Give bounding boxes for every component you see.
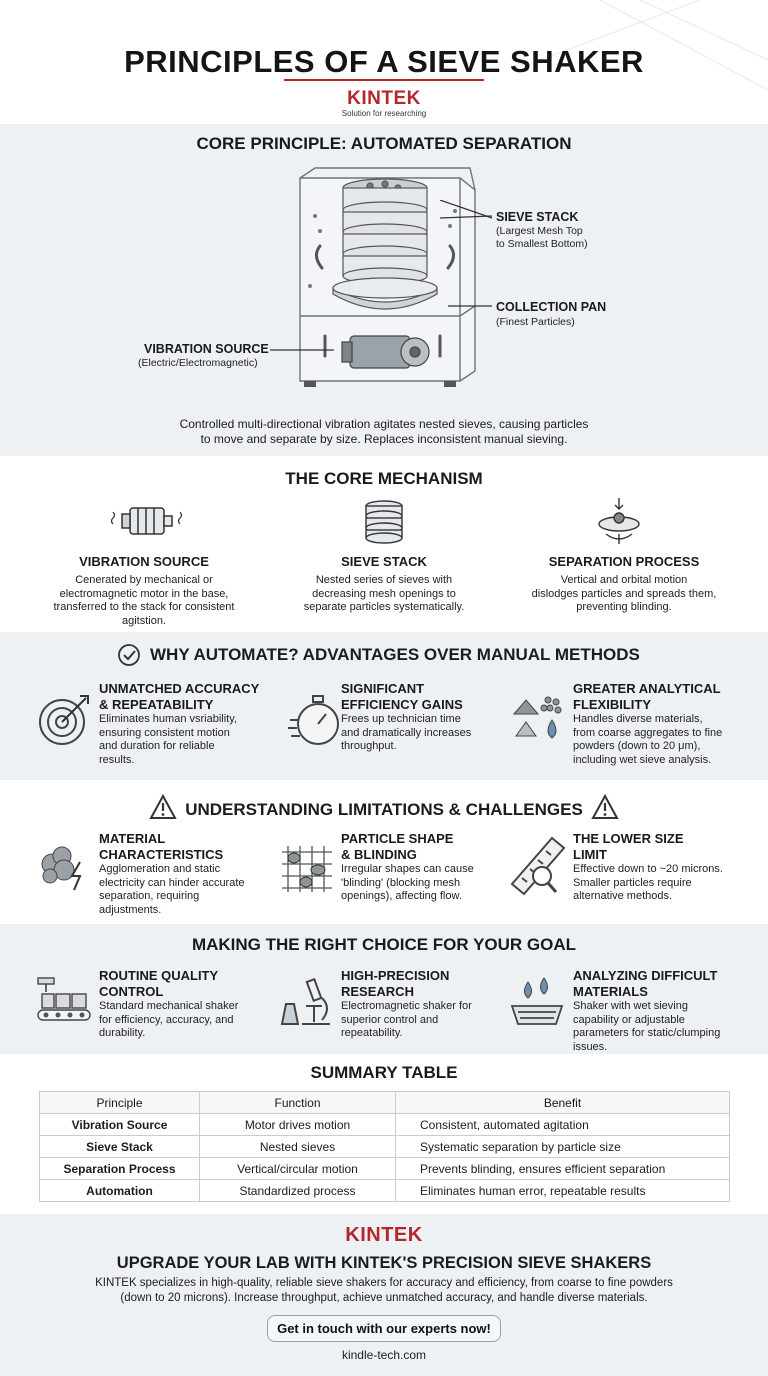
summary-title: SUMMARY TABLE [310,1063,458,1082]
choice-item-text: superior control and [341,1013,439,1026]
choice-item-title: MATERIALS [573,984,648,999]
table-cell: Standardized process [200,1180,396,1202]
choice-item-text: repeatability. [341,1027,403,1039]
choice-item-title: CONTROL [99,984,164,999]
advantages-item-text: results. [99,753,135,766]
limitations-item-text: Smaller particles require [573,876,692,889]
stopwatch-icon [288,690,346,750]
choice-item [573,968,753,1054]
warning-icon [149,794,177,820]
limitations-title: UNDERSTANDING LIMITATIONS & CHALLENGES [185,800,583,819]
table-cell: Sieve Stack [40,1136,200,1158]
advantages-item-title: EFFICIENCY GAINS [341,697,463,712]
advantages-item-text: including wet sieve analysis. [573,753,712,766]
advantages-item-text: Handles diverse materials, [573,713,703,725]
choice-item-text: capability or adjustable [573,1013,685,1026]
limitations-title-row [0,794,768,820]
limitations-item-text: Irregular shapes can cause [341,863,474,875]
table-header: Principle [40,1092,200,1114]
sieve-stack-sublabel-1: (Largest Mesh Top [496,225,583,237]
table-cell: Vibration Source [40,1114,200,1136]
collection-pan-sublabel: (Finest Particles) [496,316,575,328]
table-header: Function [200,1092,396,1114]
limitations-item-title: MATERIAL [99,831,166,846]
limitations-item-text: Effective down to ~20 microns. [573,863,723,875]
callout-lines [270,200,500,370]
limitations-item-title: LIMIT [573,847,607,862]
advantages-item-title: FLEXIBILITY [573,697,651,712]
table-row [40,1158,730,1180]
contact-experts-button[interactable]: Get in touch with our experts now! [267,1315,501,1342]
sieve-stack-sublabel-2: to Smallest Bottom) [496,238,588,250]
table-cell: Systematic separation by particle size [396,1136,730,1158]
table-row [40,1136,730,1158]
table-cell: Prevents blinding, ensures efficient separation [396,1158,730,1180]
core-principle-title: CORE PRINCIPLE: AUTOMATED SEPARATION [196,134,572,153]
limitations-item-text: adjustments. [99,903,162,916]
vibration-source-sublabel: (Electric/Electromagnetic) [138,357,258,369]
mechanism-item-title: VIBRATION SOURCE [79,554,209,569]
choice-item-text: for efficiency, accuracy, and [99,1013,234,1026]
table-row [40,1180,730,1202]
microscope-icon [278,976,334,1032]
choice-item-title: ROUTINE QUALITY [99,968,219,983]
mechanism-item-text: preventing blinding. [576,601,672,613]
cta-body-line2: (down to 20 microns). Increase throughput, achieve unmatched accuracy, and handle diverse materials. [120,1292,648,1304]
page-title: PRINCIPLES OF A SIEVE SHAKER [124,44,644,79]
limitations-item-text: alternative methods. [573,890,673,902]
mechanism-item-text: Cenerated by mechanical or [75,574,213,586]
warning-icon [591,794,619,820]
mechanism-item [38,554,250,628]
advantages-item-title: UNMATCHED ACCURACY [99,681,260,696]
mechanism-item-text: agitstion. [121,614,167,627]
limitations-item-text: separation, requiring [99,890,200,902]
limitations-item-title: & BLINDING [341,847,417,862]
table-cell: Motor drives motion [200,1114,396,1136]
core-caption-line1: Controlled multi-directional vibration agitates nested sieves, causing particles [179,417,589,431]
advantages-item-text: ensuring consistent motion [99,726,230,739]
sieve-stack-icon [362,498,406,546]
mechanism-item-title: SIEVE STACK [341,554,427,569]
cta-headline: UPGRADE YOUR LAB WITH KINTEK'S PRECISION SIEVE SHAKERS [116,1254,652,1272]
advantages-item-text: throughput. [341,740,397,752]
sieve-stack-label: SIEVE STACK [496,210,579,224]
brand-logo: KINTEK [347,88,421,109]
table-cell: Separation Process [40,1158,200,1180]
limitations-item-title: PARTICLE SHAPE [341,831,454,846]
blinding-mesh-icon [278,842,336,896]
choice-item-text: Electromagnetic shaker for [341,1000,472,1012]
choice-title: MAKING THE RIGHT CHOICE FOR YOUR GOAL [191,935,577,954]
advantages-title: WHY AUTOMATE? ADVANTAGES OVER MANUAL METHODS [150,645,640,664]
mechanism-item-text: Nested series of sieves with [315,574,453,586]
limitations-item [573,831,753,904]
choice-item-text: Standard mechanical shaker [99,1000,239,1012]
advantages-item-text: powders (down to 20 μm), [573,740,701,752]
table-cell: Consistent, automated agitation [396,1114,730,1136]
static-clump-icon [36,842,94,894]
choice-item [341,968,521,1041]
advantages-item-title: SIGNIFICANT [341,681,425,696]
cta-brand-logo: KINTEK [345,1224,423,1246]
advantages-item-text: Eliminates human vsriability, [99,713,237,725]
limitations-item-text: openings), affecting flow. [341,890,462,902]
cta-button-row [0,1315,768,1342]
core-caption-line2: to move and separate by size. Replaces inconsistent manual sieving. [200,432,568,446]
choice-item [99,968,279,1041]
choice-item-title: ANALYZING DIFFICULT [573,968,718,983]
separation-icon [594,496,644,548]
conveyor-icon [36,976,92,1030]
table-cell: Eliminates human error, repeatable results [396,1180,730,1202]
limitations-item [99,831,279,917]
check-circle-icon [117,643,141,667]
advantages-item-text: and duration for reliable [99,740,215,752]
brand-tagline: Solution for researching [341,109,427,118]
advantages-item-text: Frees up technician time [341,713,461,725]
vibration-source-label: VIBRATION SOURCE [144,342,269,356]
cta-body-line1: KINTEK specializes in high-quality, reliable sieve shakers for accuracy and efficiency, from coarse to fine powders [95,1277,673,1289]
table-cell: Automation [40,1180,200,1202]
advantages-item [573,681,753,767]
table-cell: Vertical/circular motion [200,1158,396,1180]
collection-pan-label: COLLECTION PAN [496,300,607,314]
choice-item-text: durability. [99,1027,146,1039]
mechanism-item-text: decreasing mesh openings to [312,587,456,600]
table-cell: Nested sieves [200,1136,396,1158]
limitations-item-text: Agglomeration and static [99,863,221,875]
summary-table [39,1091,730,1202]
choice-item-text: parameters for static/clumping [573,1027,721,1039]
limitations-item-text: 'blinding' (blocking mesh [341,876,461,889]
title-underline [284,79,484,81]
advantages-item [99,681,279,767]
advantages-item-title: GREATER ANALYTICAL [573,681,721,696]
mechanism-item-text: Vertical and orbital motion [560,574,688,586]
choice-item-title: HIGH-PRECISION [341,968,450,983]
limitations-item [341,831,521,904]
table-header: Benefit [396,1092,730,1114]
choice-item-text: issues. [573,1040,608,1053]
advantages-item [341,681,521,754]
mechanism-item-text: separate particles systematically. [303,601,465,613]
choice-item-title: RESEARCH [341,984,414,999]
mechanism-item [518,554,730,615]
mechanism-title: THE CORE MECHANISM [285,469,483,488]
advantages-item-text: from coarse aggregates to fine [573,726,723,739]
mechanism-item-text: transferred to the stack for consistent [53,601,235,613]
limitations-item-text: electricity can hinder accurate [99,876,245,889]
table-row [40,1114,730,1136]
mechanism-item-text: dislodges particles and spreads them, [531,587,717,600]
mechanism-item-title: SEPARATION PROCESS [548,554,700,569]
advantages-item-title: & REPEATABILITY [99,697,214,712]
choice-item-text: Shaker with wet sieving [573,1000,688,1012]
limitations-item-title: CHARACTERISTICS [99,847,224,862]
mechanism-item [278,554,490,615]
motor-icon [108,500,188,544]
target-icon [36,692,92,748]
website-link[interactable]: kindle-tech.com [341,1348,427,1362]
limitations-item-title: THE LOWER SIZE [573,831,684,846]
advantages-item-text: and dramatically increases [341,726,472,739]
mechanism-item-text: electromagnetic motor in the base, [59,587,229,600]
